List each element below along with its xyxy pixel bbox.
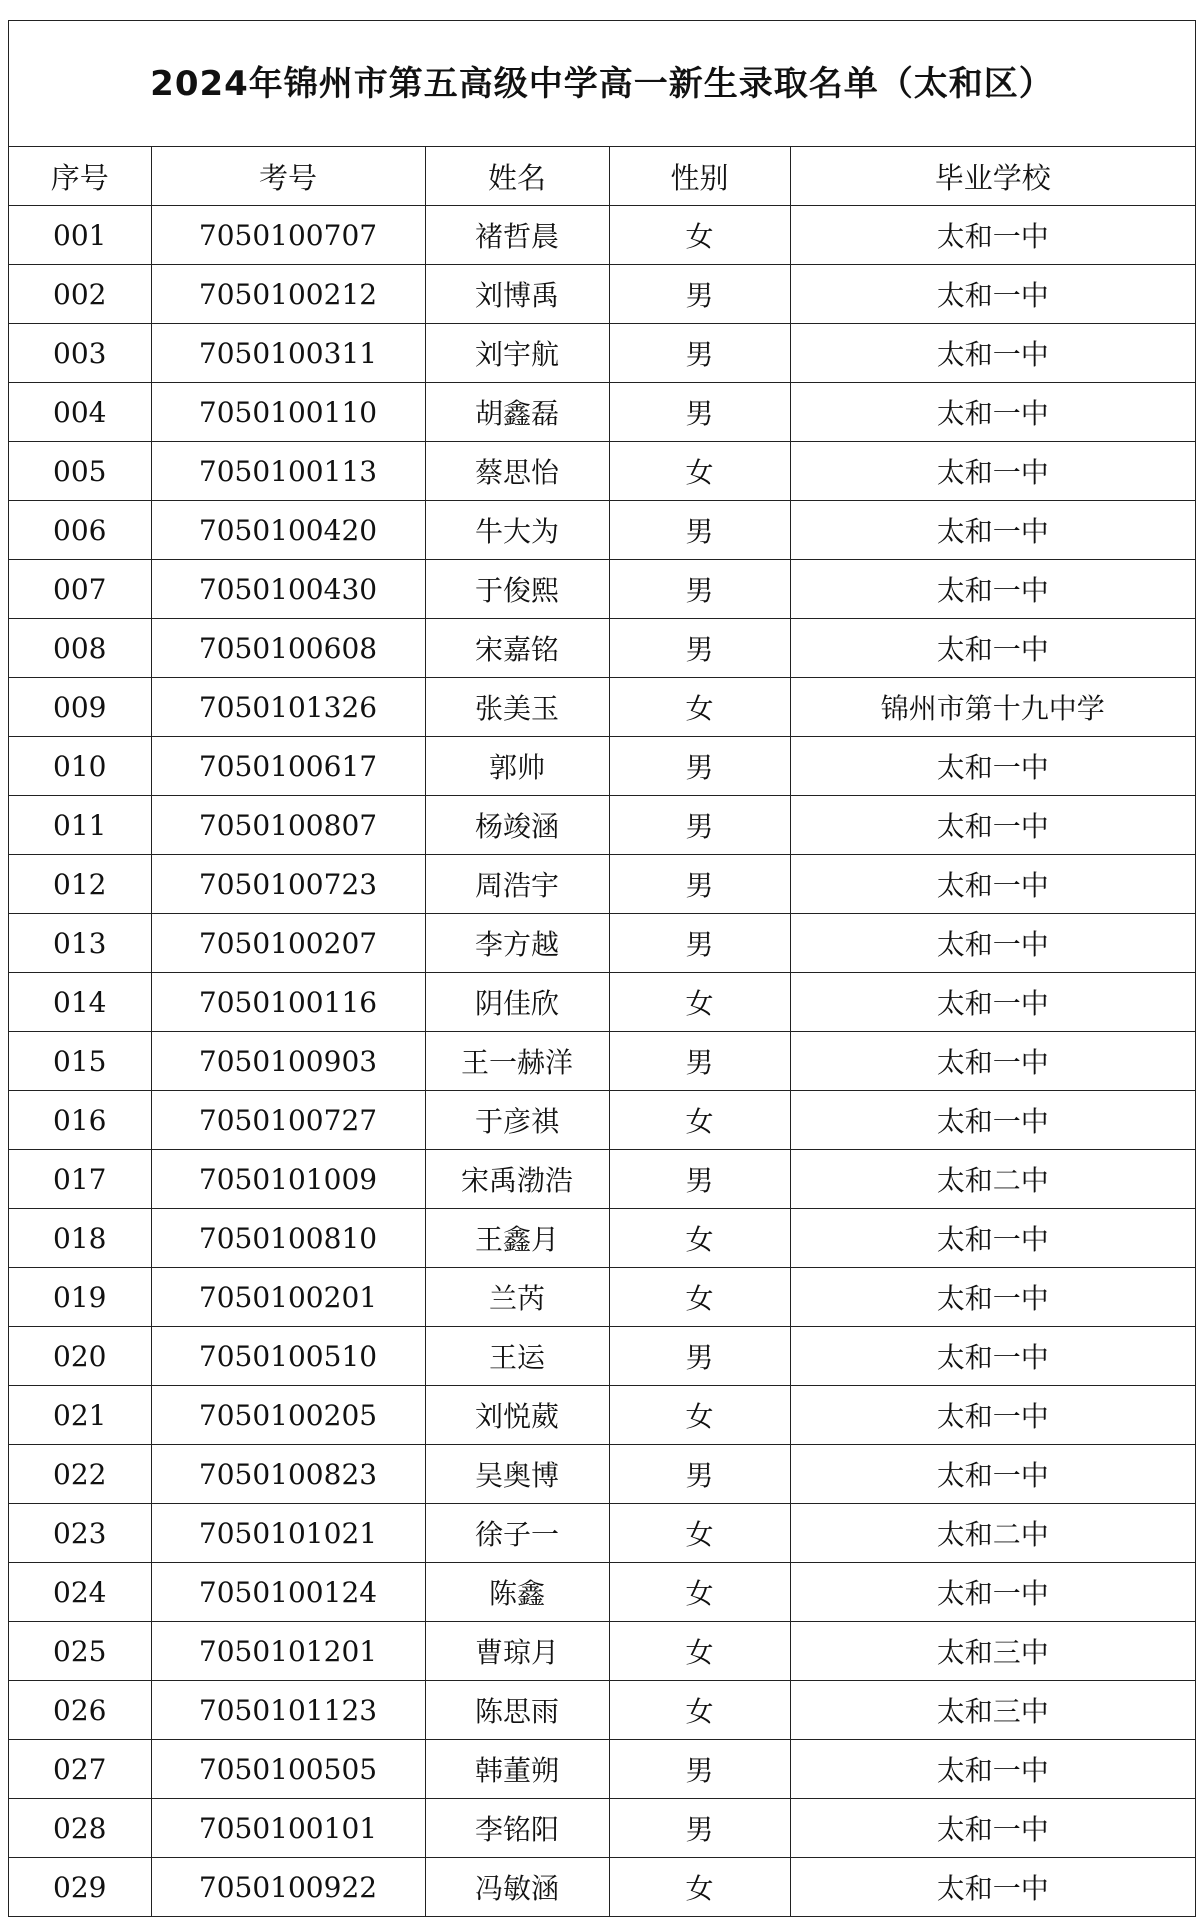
school-cell: 太和一中 bbox=[790, 383, 1195, 442]
exam-number-cell: 7050100110 bbox=[151, 383, 425, 442]
serial-cell: 027 bbox=[9, 1740, 151, 1799]
name-cell: 陈鑫 bbox=[425, 1563, 609, 1622]
header-name: 姓名 bbox=[425, 147, 609, 206]
exam-number-cell: 7050100510 bbox=[151, 1327, 425, 1386]
header-serial: 序号 bbox=[9, 147, 151, 206]
serial-cell: 017 bbox=[9, 1150, 151, 1209]
table-row bbox=[9, 206, 1195, 265]
serial-cell: 020 bbox=[9, 1327, 151, 1386]
serial-cell: 011 bbox=[9, 796, 151, 855]
exam-number-cell: 7050100212 bbox=[151, 265, 425, 324]
table-body bbox=[9, 206, 1195, 1917]
table-row bbox=[9, 855, 1195, 914]
table-row bbox=[9, 1563, 1195, 1622]
exam-number-cell: 7050100420 bbox=[151, 501, 425, 560]
name-cell: 吴奥博 bbox=[425, 1445, 609, 1504]
name-cell: 王鑫月 bbox=[425, 1209, 609, 1268]
school-cell: 太和三中 bbox=[790, 1681, 1195, 1740]
exam-number-cell: 7050100505 bbox=[151, 1740, 425, 1799]
name-cell: 阴佳欣 bbox=[425, 973, 609, 1032]
school-cell: 太和一中 bbox=[790, 1032, 1195, 1091]
serial-cell: 003 bbox=[9, 324, 151, 383]
exam-number-cell: 7050100810 bbox=[151, 1209, 425, 1268]
school-cell: 太和一中 bbox=[790, 560, 1195, 619]
name-cell: 刘博禹 bbox=[425, 265, 609, 324]
name-cell: 牛大为 bbox=[425, 501, 609, 560]
gender-cell: 男 bbox=[609, 1032, 790, 1091]
name-cell: 陈思雨 bbox=[425, 1681, 609, 1740]
gender-cell: 男 bbox=[609, 1327, 790, 1386]
name-cell: 于俊熙 bbox=[425, 560, 609, 619]
exam-number-cell: 7050100205 bbox=[151, 1386, 425, 1445]
gender-cell: 男 bbox=[609, 1740, 790, 1799]
school-cell: 太和一中 bbox=[790, 619, 1195, 678]
name-cell: 周浩宇 bbox=[425, 855, 609, 914]
table-header-row bbox=[9, 147, 1195, 206]
gender-cell: 男 bbox=[609, 265, 790, 324]
exam-number-cell: 7050100727 bbox=[151, 1091, 425, 1150]
name-cell: 褚哲晨 bbox=[425, 206, 609, 265]
serial-cell: 004 bbox=[9, 383, 151, 442]
serial-cell: 001 bbox=[9, 206, 151, 265]
serial-cell: 015 bbox=[9, 1032, 151, 1091]
school-cell: 太和一中 bbox=[790, 265, 1195, 324]
table-row bbox=[9, 442, 1195, 501]
exam-number-cell: 7050100823 bbox=[151, 1445, 425, 1504]
school-cell: 太和一中 bbox=[790, 1799, 1195, 1858]
serial-cell: 019 bbox=[9, 1268, 151, 1327]
name-cell: 胡鑫磊 bbox=[425, 383, 609, 442]
gender-cell: 男 bbox=[609, 1799, 790, 1858]
serial-cell: 013 bbox=[9, 914, 151, 973]
gender-cell: 女 bbox=[609, 1209, 790, 1268]
table-row bbox=[9, 1740, 1195, 1799]
name-cell: 兰芮 bbox=[425, 1268, 609, 1327]
gender-cell: 男 bbox=[609, 1150, 790, 1209]
gender-cell: 男 bbox=[609, 501, 790, 560]
gender-cell: 女 bbox=[609, 1386, 790, 1445]
exam-number-cell: 7050100903 bbox=[151, 1032, 425, 1091]
exam-number-cell: 7050101009 bbox=[151, 1150, 425, 1209]
table-row bbox=[9, 1032, 1195, 1091]
exam-number-cell: 7050100201 bbox=[151, 1268, 425, 1327]
name-cell: 王运 bbox=[425, 1327, 609, 1386]
table-row bbox=[9, 1386, 1195, 1445]
serial-cell: 018 bbox=[9, 1209, 151, 1268]
table-row bbox=[9, 560, 1195, 619]
gender-cell: 男 bbox=[609, 737, 790, 796]
exam-number-cell: 7050100124 bbox=[151, 1563, 425, 1622]
school-cell: 太和一中 bbox=[790, 1268, 1195, 1327]
school-cell: 太和一中 bbox=[790, 1445, 1195, 1504]
gender-cell: 男 bbox=[609, 560, 790, 619]
serial-cell: 023 bbox=[9, 1504, 151, 1563]
table-row bbox=[9, 1622, 1195, 1681]
table-row bbox=[9, 324, 1195, 383]
gender-cell: 男 bbox=[609, 619, 790, 678]
gender-cell: 女 bbox=[609, 973, 790, 1032]
serial-cell: 010 bbox=[9, 737, 151, 796]
table-row bbox=[9, 737, 1195, 796]
school-cell: 太和三中 bbox=[790, 1622, 1195, 1681]
table-row bbox=[9, 619, 1195, 678]
exam-number-cell: 7050100113 bbox=[151, 442, 425, 501]
name-cell: 于彦祺 bbox=[425, 1091, 609, 1150]
school-cell: 太和一中 bbox=[790, 501, 1195, 560]
gender-cell: 女 bbox=[609, 1504, 790, 1563]
serial-cell: 024 bbox=[9, 1563, 151, 1622]
exam-number-cell: 7050101021 bbox=[151, 1504, 425, 1563]
name-cell: 王一赫洋 bbox=[425, 1032, 609, 1091]
name-cell: 刘宇航 bbox=[425, 324, 609, 383]
table-row bbox=[9, 1858, 1195, 1917]
exam-number-cell: 7050101326 bbox=[151, 678, 425, 737]
school-cell: 太和一中 bbox=[790, 1209, 1195, 1268]
school-cell: 太和一中 bbox=[790, 206, 1195, 265]
exam-number-cell: 7050100617 bbox=[151, 737, 425, 796]
serial-cell: 026 bbox=[9, 1681, 151, 1740]
table-row bbox=[9, 1445, 1195, 1504]
table-row bbox=[9, 265, 1195, 324]
school-cell: 太和一中 bbox=[790, 973, 1195, 1032]
serial-cell: 016 bbox=[9, 1091, 151, 1150]
page-title: 2024年锦州市第五高级中学高一新生录取名单（太和区） bbox=[9, 21, 1195, 147]
serial-cell: 029 bbox=[9, 1858, 151, 1917]
admission-table bbox=[9, 147, 1195, 1917]
name-cell: 李铭阳 bbox=[425, 1799, 609, 1858]
school-cell: 太和一中 bbox=[790, 855, 1195, 914]
school-cell: 太和一中 bbox=[790, 324, 1195, 383]
name-cell: 杨竣涵 bbox=[425, 796, 609, 855]
table-row bbox=[9, 796, 1195, 855]
gender-cell: 男 bbox=[609, 914, 790, 973]
school-cell: 太和一中 bbox=[790, 1858, 1195, 1917]
gender-cell: 男 bbox=[609, 1445, 790, 1504]
school-cell: 太和一中 bbox=[790, 1740, 1195, 1799]
exam-number-cell: 7050100922 bbox=[151, 1858, 425, 1917]
serial-cell: 007 bbox=[9, 560, 151, 619]
gender-cell: 女 bbox=[609, 1622, 790, 1681]
name-cell: 曹琼月 bbox=[425, 1622, 609, 1681]
school-cell: 太和一中 bbox=[790, 442, 1195, 501]
serial-cell: 012 bbox=[9, 855, 151, 914]
name-cell: 韩董朔 bbox=[425, 1740, 609, 1799]
name-cell: 徐子一 bbox=[425, 1504, 609, 1563]
name-cell: 宋嘉铭 bbox=[425, 619, 609, 678]
table-row bbox=[9, 1327, 1195, 1386]
exam-number-cell: 7050100101 bbox=[151, 1799, 425, 1858]
header-exam-number: 考号 bbox=[151, 147, 425, 206]
serial-cell: 009 bbox=[9, 678, 151, 737]
school-cell: 太和一中 bbox=[790, 1563, 1195, 1622]
table-row bbox=[9, 678, 1195, 737]
table-row bbox=[9, 1681, 1195, 1740]
header-school: 毕业学校 bbox=[790, 147, 1195, 206]
serial-cell: 021 bbox=[9, 1386, 151, 1445]
gender-cell: 女 bbox=[609, 1268, 790, 1327]
header-gender: 性别 bbox=[609, 147, 790, 206]
school-cell: 太和一中 bbox=[790, 737, 1195, 796]
gender-cell: 女 bbox=[609, 678, 790, 737]
table-row bbox=[9, 1091, 1195, 1150]
school-cell: 锦州市第十九中学 bbox=[790, 678, 1195, 737]
gender-cell: 男 bbox=[609, 324, 790, 383]
school-cell: 太和一中 bbox=[790, 1091, 1195, 1150]
serial-cell: 006 bbox=[9, 501, 151, 560]
gender-cell: 女 bbox=[609, 1858, 790, 1917]
name-cell: 郭帅 bbox=[425, 737, 609, 796]
gender-cell: 女 bbox=[609, 1681, 790, 1740]
school-cell: 太和一中 bbox=[790, 1327, 1195, 1386]
name-cell: 李方越 bbox=[425, 914, 609, 973]
table-row bbox=[9, 501, 1195, 560]
table-row bbox=[9, 914, 1195, 973]
serial-cell: 022 bbox=[9, 1445, 151, 1504]
school-cell: 太和一中 bbox=[790, 914, 1195, 973]
exam-number-cell: 7050100723 bbox=[151, 855, 425, 914]
serial-cell: 025 bbox=[9, 1622, 151, 1681]
school-cell: 太和二中 bbox=[790, 1150, 1195, 1209]
exam-number-cell: 7050100430 bbox=[151, 560, 425, 619]
gender-cell: 男 bbox=[609, 796, 790, 855]
serial-cell: 008 bbox=[9, 619, 151, 678]
exam-number-cell: 7050100207 bbox=[151, 914, 425, 973]
exam-number-cell: 7050100807 bbox=[151, 796, 425, 855]
table-row bbox=[9, 1504, 1195, 1563]
serial-cell: 002 bbox=[9, 265, 151, 324]
gender-cell: 女 bbox=[609, 442, 790, 501]
exam-number-cell: 7050100116 bbox=[151, 973, 425, 1032]
table-row bbox=[9, 1150, 1195, 1209]
gender-cell: 男 bbox=[609, 383, 790, 442]
school-cell: 太和一中 bbox=[790, 1386, 1195, 1445]
school-cell: 太和一中 bbox=[790, 796, 1195, 855]
table-row bbox=[9, 1799, 1195, 1858]
table-row bbox=[9, 1209, 1195, 1268]
name-cell: 刘悦葳 bbox=[425, 1386, 609, 1445]
serial-cell: 005 bbox=[9, 442, 151, 501]
exam-number-cell: 7050100707 bbox=[151, 206, 425, 265]
exam-number-cell: 7050101201 bbox=[151, 1622, 425, 1681]
school-cell: 太和二中 bbox=[790, 1504, 1195, 1563]
name-cell: 蔡思怡 bbox=[425, 442, 609, 501]
name-cell: 宋禹渤浩 bbox=[425, 1150, 609, 1209]
name-cell: 张美玉 bbox=[425, 678, 609, 737]
serial-cell: 028 bbox=[9, 1799, 151, 1858]
gender-cell: 女 bbox=[609, 1091, 790, 1150]
exam-number-cell: 7050100608 bbox=[151, 619, 425, 678]
table-row bbox=[9, 1268, 1195, 1327]
gender-cell: 男 bbox=[609, 855, 790, 914]
exam-number-cell: 7050100311 bbox=[151, 324, 425, 383]
name-cell: 冯敏涵 bbox=[425, 1858, 609, 1917]
table-row bbox=[9, 383, 1195, 442]
serial-cell: 014 bbox=[9, 973, 151, 1032]
gender-cell: 女 bbox=[609, 206, 790, 265]
gender-cell: 女 bbox=[609, 1563, 790, 1622]
table-row bbox=[9, 973, 1195, 1032]
exam-number-cell: 7050101123 bbox=[151, 1681, 425, 1740]
admission-list-sheet bbox=[8, 20, 1196, 1917]
